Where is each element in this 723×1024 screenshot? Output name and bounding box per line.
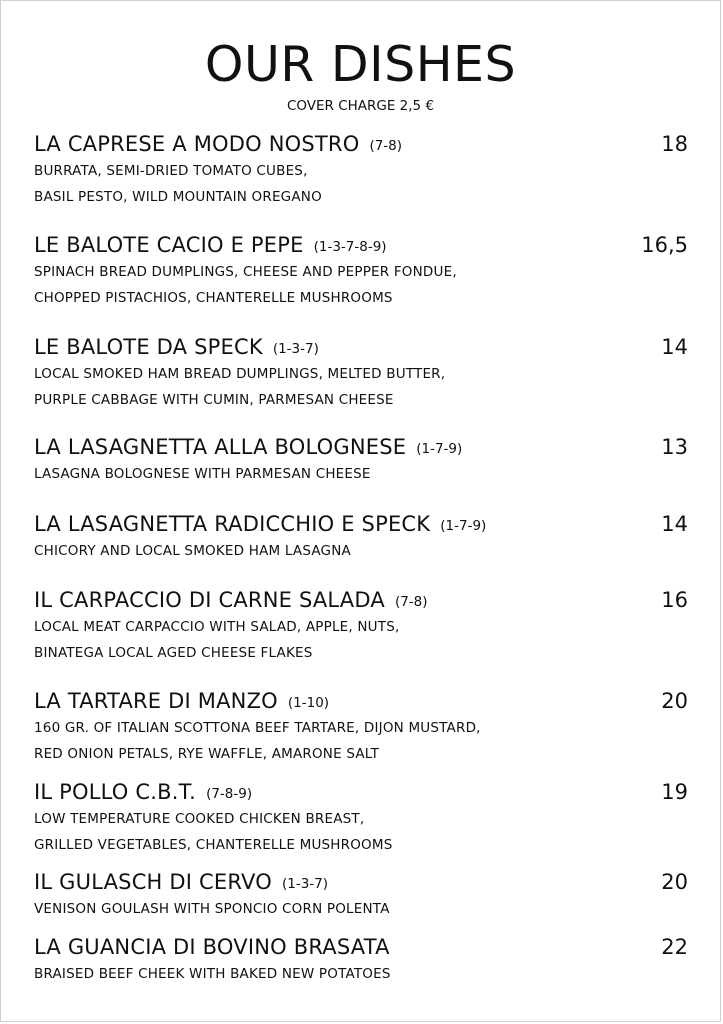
dish-allergens: (1-3-7) bbox=[281, 876, 329, 892]
dish-price: 20 bbox=[661, 689, 688, 713]
dish-price: 16,5 bbox=[641, 233, 688, 257]
dish-header bbox=[34, 231, 688, 259]
dish-price: 16 bbox=[661, 588, 688, 612]
dish-name: LA CAPRESE A MODO NOSTRO bbox=[34, 132, 360, 156]
dish-item bbox=[34, 510, 688, 565]
dish-header bbox=[34, 687, 688, 715]
dish-description-line: BURRATA, SEMI-DRIED TOMATO CUBES, bbox=[34, 163, 308, 179]
dish-header bbox=[34, 433, 688, 461]
dish-allergens: (1-7-9) bbox=[440, 518, 487, 534]
dish-price: 13 bbox=[661, 435, 688, 459]
dish-name: LE BALOTE DA SPECK bbox=[34, 335, 263, 359]
dish-description-line: PURPLE CABBAGE WITH CUMIN, PARMESAN CHEESE bbox=[34, 391, 394, 408]
dish-description bbox=[34, 716, 688, 767]
dish-allergens: (1-7-9) bbox=[416, 441, 463, 457]
dish-description bbox=[34, 615, 688, 666]
dish-allergens: (1-3-7-8-9) bbox=[313, 239, 387, 255]
dish-name: LA LASAGNETTA ALLA BOLOGNESE bbox=[34, 435, 407, 459]
dish-description bbox=[34, 962, 688, 988]
dish-allergens: (7-8) bbox=[394, 594, 428, 610]
dish-name: LA LASAGNETTA RADICCHIO E SPECK bbox=[34, 512, 431, 536]
dish-name: LE BALOTE CACIO E PEPE bbox=[34, 233, 304, 257]
dish-description-line: BINATEGA LOCAL AGED CHEESE FLAKES bbox=[34, 644, 313, 661]
dish-price: 18 bbox=[661, 132, 688, 156]
dish-description-line: CHICORY AND LOCAL SMOKED HAM LASAGNA bbox=[34, 543, 351, 559]
dish-description bbox=[34, 362, 688, 413]
dish-header bbox=[34, 510, 688, 538]
dish-item bbox=[34, 868, 688, 923]
dish-item bbox=[34, 231, 688, 311]
dish-price: 14 bbox=[661, 512, 688, 536]
dish-description bbox=[34, 159, 688, 210]
dish-description-line: LOCAL MEAT CARPACCIO WITH SALAD, APPLE, NUTS, bbox=[34, 619, 400, 635]
dish-allergens: (1-10) bbox=[287, 695, 330, 711]
dish-description-line: 160 GR. OF ITALIAN SCOTTONA BEEF TARTARE, DIJON MUSTARD, bbox=[34, 720, 481, 736]
dish-item bbox=[34, 933, 688, 988]
dish-item bbox=[34, 687, 688, 767]
dish-item bbox=[34, 130, 688, 210]
dish-price: 19 bbox=[661, 780, 688, 804]
dish-description-line: SPINACH BREAD DUMPLINGS, CHEESE AND PEPPER FONDUE, bbox=[34, 264, 457, 280]
dish-header bbox=[34, 333, 688, 361]
dish-name: IL CARPACCIO DI CARNE SALADA bbox=[34, 588, 385, 612]
dish-price: 20 bbox=[661, 870, 688, 894]
cover-charge: COVER CHARGE 2,5 € bbox=[286, 98, 435, 114]
dish-description-line: CHOPPED PISTACHIOS, CHANTERELLE MUSHROOMS bbox=[34, 289, 393, 306]
dish-price: 14 bbox=[661, 335, 688, 359]
dish-description-line: BASIL PESTO, WILD MOUNTAIN OREGANO bbox=[34, 188, 322, 205]
dish-allergens: (1-3-7) bbox=[272, 341, 319, 357]
menu-title: OUR DISHES bbox=[204, 36, 517, 93]
dish-description-line: GRILLED VEGETABLES, CHANTERELLE MUSHROOMS bbox=[34, 836, 393, 853]
dish-allergens: (7-8) bbox=[369, 138, 403, 154]
dish-price: 22 bbox=[661, 935, 688, 959]
dish-item bbox=[34, 778, 688, 858]
dish-name: LA GUANCIA DI BOVINO BRASATA bbox=[34, 935, 390, 959]
dish-description-line: LASAGNA BOLOGNESE WITH PARMESAN CHEESE bbox=[34, 466, 371, 482]
dish-item bbox=[34, 433, 688, 488]
dish-allergens: (7-8-9) bbox=[206, 786, 253, 802]
dish-description bbox=[34, 807, 688, 858]
dish-item bbox=[34, 586, 688, 666]
dish-header bbox=[34, 868, 688, 896]
dish-header bbox=[34, 586, 688, 614]
dish-description-line: RED ONION PETALS, RYE WAFFLE, AMARONE SALT bbox=[34, 745, 380, 762]
dish-name: IL POLLO C.B.T. bbox=[34, 780, 197, 804]
dish-name: LA TARTARE DI MANZO bbox=[34, 689, 278, 713]
dish-description-line: VENISON GOULASH WITH SPONCIO CORN POLENTA bbox=[34, 901, 390, 917]
dish-description-line: LOCAL SMOKED HAM BREAD DUMPLINGS, MELTED BUTTER, bbox=[34, 366, 446, 382]
dish-description-line: LOW TEMPERATURE COOKED CHICKEN BREAST, bbox=[34, 811, 365, 827]
dish-description bbox=[34, 260, 688, 311]
dish-name: IL GULASCH DI CERVO bbox=[34, 870, 272, 894]
dish-header bbox=[34, 778, 688, 806]
dish-description bbox=[34, 539, 688, 565]
dish-header bbox=[34, 130, 688, 158]
dish-item bbox=[34, 333, 688, 413]
dish-description bbox=[34, 462, 688, 488]
dish-header bbox=[34, 933, 688, 961]
dish-description bbox=[34, 897, 688, 923]
dish-description-line: BRAISED BEEF CHEEK WITH BAKED NEW POTATOES bbox=[34, 966, 391, 982]
